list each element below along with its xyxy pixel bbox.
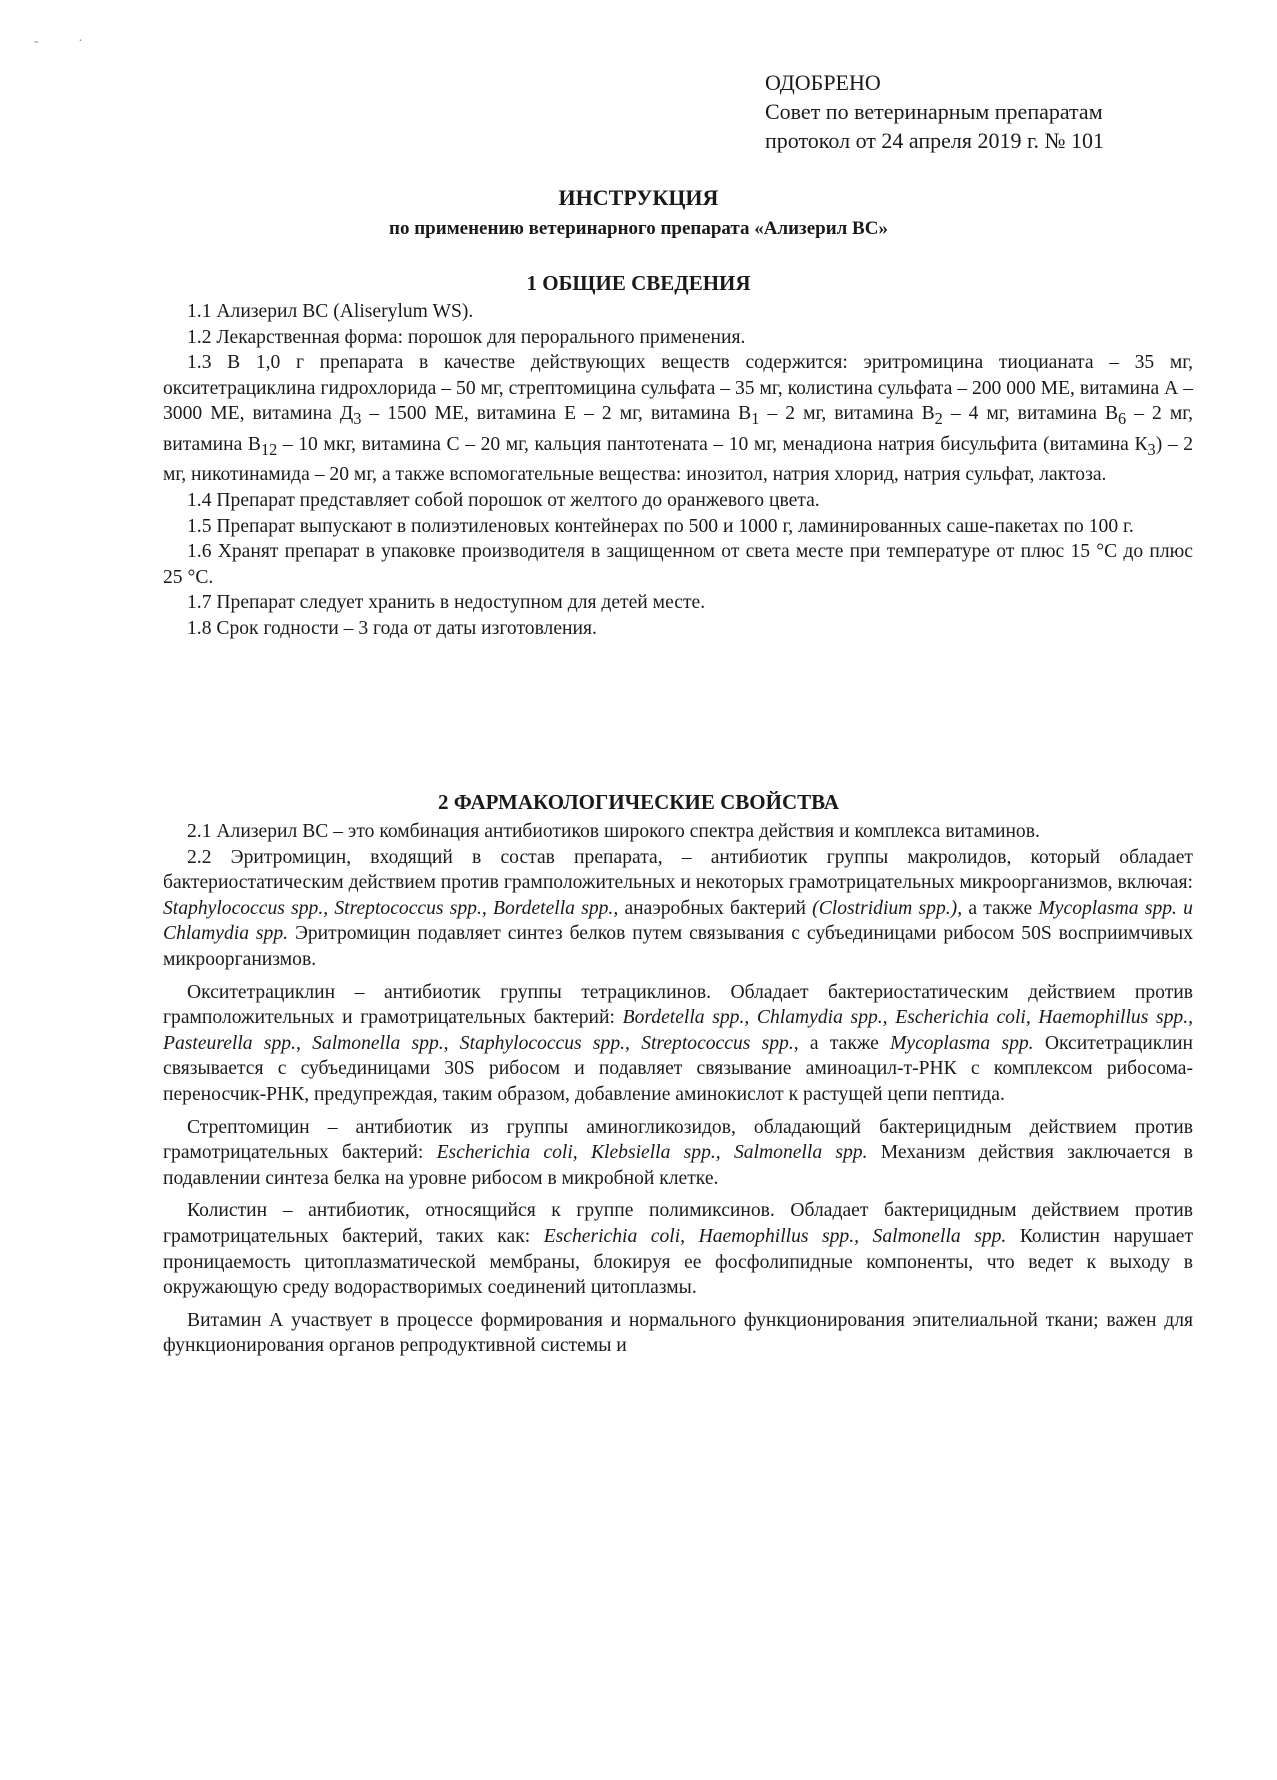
paragraph-1-3: 1.3 В 1,0 г препарата в качестве действующих веществ содержится: эритромицина тиоцианата – 35 мг, окситетрациклина гидрохлорида – 50 мг, стрептомицина сульфата – 35 мг, колистина сульфата – 200 000 МЕ, витамина А – 3000 МЕ, витамина $Д_3 - 1500$ МЕ, витамина Е – 2 мг, витамина $В_1 - 2$ мг, витамина $В_2 - 4$ мг, витамина $В_6 - 2$ мг, витамина $В_{12} - 10$ мкг, витамина С – 20 мг, кальция пантотената – 10 мг, менадиона натрия бисульфита (витамина $К_3) - 2$ мг, никотинамида – 20 мг, а также вспомогательные вещества: инозитол, натрия хлорид, натрия сульфат, лактоза. — [163, 352, 1194, 486]
paragraph-vitamin-a: Витамин А участвует в процессе формирования и нормального функционирования эпителиальной ткани; важен для функционирования органов репродуктивной системы и — [163, 1309, 1193, 1357]
paragraph-1-6: 1.6 Хранят препарат в упаковке производителя в защищенном от света месте при температуре от плюс 15 °С до плюс 25 °С. — [163, 541, 1193, 588]
approval-label: ОДОБРЕНО — [765, 70, 881, 95]
section-1-body — [163, 299, 1193, 642]
paragraph-1-5: 1.5 Препарат выпускают в полиэтиленовых контейнерах по 500 и 1000 г, ламинированных саше-пакетах по 100 г. — [187, 515, 1134, 537]
document-title: ИНСТРУКЦИЯ — [558, 185, 719, 210]
paragraph-oxytetracycline: Окситетрациклин – антибиотик группы тетрациклинов. Обладает бактериостатическим действием против грамположительных и грамотрицательных бактерий: Bordetella spp., Chlamydia spp., Escherichia coli, Haemophillus spp., Pasteurella spp., Salmonella spp., Staphylococcus spp., Streptococcus spp., а также Mycoplasma spp. Окситетрациклин связывается с субъединицами 30S рибосом и подавляет связывание аминоацил-т-РНК с комплексом рибосома-переносчик-РНК, предупреждая, таким образом, добавление аминокислот к растущей цепи пептида. — [163, 981, 1194, 1105]
approval-stamp — [765, 68, 1104, 155]
paragraph-1-4: 1.4 Препарат представляет собой порошок от желтого до оранжевого цвета. — [187, 489, 820, 511]
paragraph-1-1: 1.1 Ализерил ВС (Aliserylum WS). — [187, 301, 474, 322]
approval-protocol: протокол от 24 апреля 2019 г. № 101 — [765, 128, 1105, 153]
paragraph-2-2: 2.2 Эритромицин, входящий в состав препарата, – антибиотик группы макролидов, который обладает бактериостатическим действием против грамположительных и некоторых грамотрицательных микроорганизмов, включая: Staphylococcus spp., Streptococcus spp., Bordetella spp., анаэробных бактерий (Clostridium spp.), а также Mycoplasma spp. и Chlamydia spp. Эритромицин подавляет синтез белков путем связывания с субъединицами рибосом 50S восприимчивых микроорганизмов. — [163, 846, 1193, 970]
scan-artifact-marks: - · — [34, 34, 101, 49]
section-2-body — [163, 819, 1193, 1359]
approval-council: Совет по ветеринарным препаратам — [765, 99, 1103, 124]
paragraph-1-8: 1.8 Срок годности – 3 года от даты изготовления. — [187, 617, 597, 639]
paragraph-1-2: 1.2 Лекарственная форма: порошок для перорального применения. — [187, 326, 746, 348]
paragraph-colistin: Колистин – антибиотик, относящийся к группе полимиксинов. Обладает бактерицидным действием против грамотрицательных бактерий, таких как: Escherichia coli, Haemophillus spp., Salmonella spp. Колистин нарушает проницаемость цитоплазматической мембраны, блокируя ее фосфолипидные компоненты, что ведет к выходу в окружающую среду водорастворимых соединений цитоплазмы. — [163, 1200, 1194, 1299]
document-subtitle: по применению ветеринарного препарата «Ализерил ВС» — [389, 218, 888, 239]
section-1-heading: 1 ОБЩИЕ СВЕДЕНИЯ — [526, 271, 751, 295]
paragraph-1-7: 1.7 Препарат следует хранить в недоступном для детей месте. — [187, 592, 706, 614]
paragraph-streptomycin: Стрептомицин – антибиотик из группы аминогликозидов, обладающий бактерицидным действием против грамотрицательных бактерий: Escherichia coli, Klebsiella spp., Salmonella spp. Механизм действия заключается в подавлении синтеза белка на уровне рибосом в микробной клетке. — [163, 1116, 1194, 1189]
paragraph-2-1: 2.1 Ализерил ВС – это комбинация антибиотиков широкого спектра действия и комплекса витаминов. — [187, 821, 1040, 842]
section-2-heading: 2 ФАРМАКОЛОГИЧЕСКИЕ СВОЙСТВА — [438, 790, 839, 814]
